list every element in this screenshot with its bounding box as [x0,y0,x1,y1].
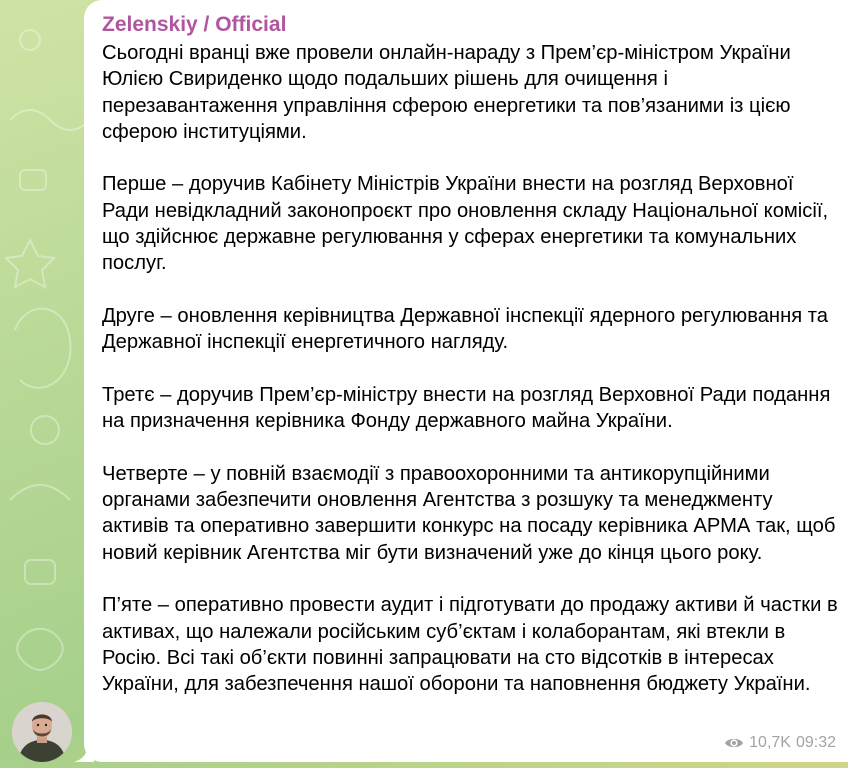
message-text [102,40,844,697]
message-paragraph-2: Перше – доручив Кабінету Міністрів України внести на розгляд Верховної Ради невідкладний законопроєкт про оновлення складу Національної комісії, що здійснює державне регулювання у сферах енергетики та комунальних послуг. [102,173,829,275]
message-paragraph-1: Сьогодні вранці вже провели онлайн-нараду з Прем’єр-міністром України Юлією Свириденко щодо подальших рішень для очищення і перезавантаження управління сферою енергетики та пов’язаними із цією сферою інституціями. [102,42,791,143]
background-doodle-pattern [0,0,90,768]
message-time: 09:32 [795,734,836,751]
eye-icon [724,736,744,750]
message-paragraph-6: П’яте – оперативно провести аудит і підготувати до продажу активи й частки в активах, що належали російським суб’єктам і колаборантам, які втекли в Росію. Всі такі об’єкти повинні запрацювати на сто відсотків в інтересах України, для забезпечення нашої оборони та наповнення бюджету України. [102,594,838,696]
message-meta [724,734,836,752]
channel-name[interactable]: Zelenskiy / Official [102,13,287,36]
message-paragraph-4: Третє – доручив Прем’єр-міністру внести на розгляд Верховної Ради подання на призначення керівника Фонду державного майна України. [102,383,831,433]
message-bubble [84,0,848,762]
view-count: 10,7K [749,734,791,751]
channel-avatar[interactable] [12,702,72,762]
message-paragraph-5: Четверте – у повній взаємодії з правоохоронними та антикорупційними органами забезпечити оновлення Агентства з розшуку та менеджменту активів та оперативно завершити конкурс на посаду керівника АРМА так, щоб новий керівник Агентства міг бути визначений уже до кінця цього року. [102,462,836,564]
message-paragraph-3: Друге – оновлення керівництва Державної інспекції ядерного регулювання та Державної інспекції енергетичного нагляду. [102,304,829,354]
